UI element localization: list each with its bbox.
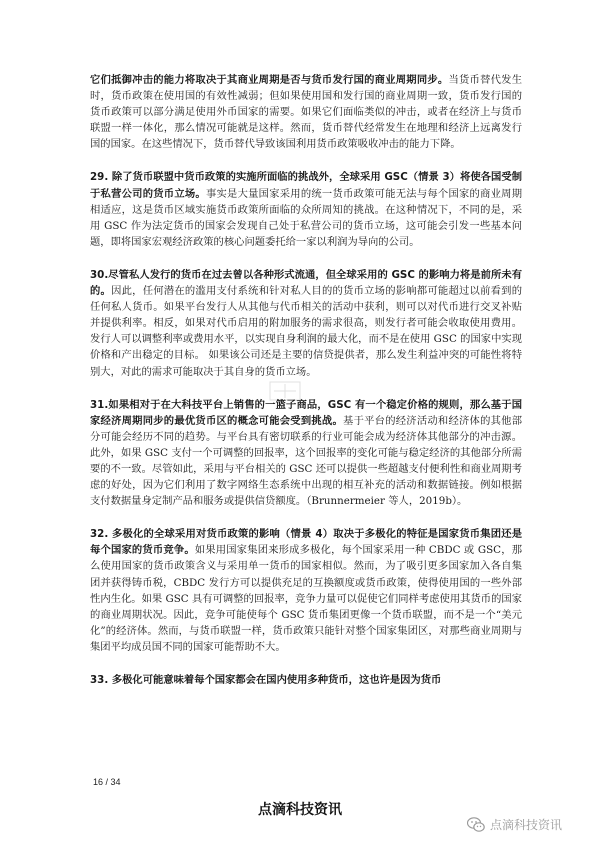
- paragraph-lead: 31.如果相对于在大科技平台上销售的一篮子商品，GSC 有一个稳定价格的规则，那么基于国家经济周期同步的最优货币区的概念可能会受到挑战。: [90, 398, 522, 427]
- paragraph-text: 因此，任何潜在的滥用支付系统和针对私人目的的货币立场的影响都可能超过以前看到的任何私人货币。如果平台发行人从其他与代币相关的活动中获利，则可以对代币进行交叉补贴并提供利率。相反，如果对代币启用的附加服务的需求很高，则发行者可能会收取使用费用。发行人可以调整利率或费用水平，以实现自身利润的最大化，而不是在使用 GSC 的国家中实现价格和产出稳定的目标。 如果该公司还是主要的信贷提供者，那么发生利益冲突的可能性将特别大，对此的需求可能取决于其自身的货币立场。: [90, 285, 523, 378]
- paragraph-text: 基于平台的经济活动和经济体的其他部分可能会经历不同的趋势。与平台具有密切联系的行业可能会成为经济体其他部分的冲击源。此外，如果 GSC 支付一个可调整的回报率，这个回报率的变化可能与稳定经济的其他部分所需要的不一致。尽管如此，采用与平台相关的 GSC 还可以提供一些超越支付便利性和商业周期考虑的好处，因为它们利用了数字网络生态系统中出现的相互补充的活动和数据链接。例如根据支付数据量身定制产品和服务或提供信贷额度。（Brunnermeier 等人，2019b）。: [90, 414, 523, 508]
- paragraph-lead: 它们抵御冲击的能力将取决于其商业周期是否与货币发行国的商业周期同步。: [90, 74, 449, 86]
- page-number: 16 / 34: [93, 777, 121, 787]
- wechat-watermark: [467, 816, 562, 833]
- paragraph-32: [90, 526, 522, 655]
- watermark-text: 点滴科技资讯: [489, 818, 562, 832]
- document-body: [90, 72, 522, 705]
- wechat-icon: [467, 817, 485, 833]
- paragraph-lead: 29. 除了货币联盟中货币政策的实施所面临的挑战外，全球采用 GSC（情景 3）将使各国受制于私营公司的货币立场。: [90, 171, 522, 200]
- paragraph-lead: 32. 多极化的全球采用对货币政策的影响（情景 4）取决于多极化的特征是国家货币集团还是每个国家的货币竞争。: [90, 528, 522, 557]
- paragraph-lead: 33. 多极化可能意味着每个国家都会在国内使用多种货币，这也许是因为货币: [90, 674, 442, 686]
- footer-title: 点滴科技资讯: [258, 802, 342, 818]
- paragraph-30: [90, 267, 522, 380]
- paragraph-text: 事实是大量国家采用的统一货币政策可能无法与每个国家的商业周期相适应，这是货币区域实施货币政策所面临的众所周知的挑战。在这种情况下，不同的是，采用 GSC 作为法定货币的国家会发现自己处于私营公司的货币立场，这可能会引发一些基本问题，即将国家宏观经济政策的核心问题委托给一家以利润为导向的公司。: [90, 187, 522, 248]
- paragraph-lead: 30.尽管私人发行的货币在过去曾以各种形式流通，但全球采用的 GSC 的影响力将是前所未有的。: [90, 268, 522, 298]
- paragraph-continuation: [90, 72, 522, 152]
- paragraph-33: [90, 672, 522, 688]
- paragraph-text: 如果用国家集团来形成多极化，每个国家采用一种 CBDC 或 GSC，那么使用国家的货币政策含义与采用单一货币的国家相似。然而，为了吸引更多国家加入各自集团并获得铸币税，CBDC 发行方可以提供充足的互换额度或货币政策，使得使用国的一些外部性内生化。如果 GSC 具有可调整的回报率，竞争力量可以促使它们同样考虑使用其货币的国家的商业周期状况。因此，竞争可能使每个 GSC 货币集团更像一个货币联盟，而不是一个“美元化”的经济体。然而，与货币联盟一样，货币政策只能针对整个国家集团区，对那些商业周期与集团平均成员国不同的国家可能帮助不大。: [90, 544, 522, 653]
- paragraph-29: [90, 169, 522, 249]
- paragraph-text: 当货币替代发生时，货币政策在使用国的有效性减弱；但如果使用国和发行国的商业周期一致，货币发行国的货币政策可以部分满足使用外币国家的需要。如果它们面临类似的冲击，或者在经济上与货币联盟一样一体化，那么情况可能就是这样。然而，货币替代经常发生在地理和经济上远离发行国的国家。在这些情况下，货币替代导致该国利用货币政策吸收冲击的能力下降。: [90, 74, 523, 151]
- paragraph-31: [90, 397, 522, 510]
